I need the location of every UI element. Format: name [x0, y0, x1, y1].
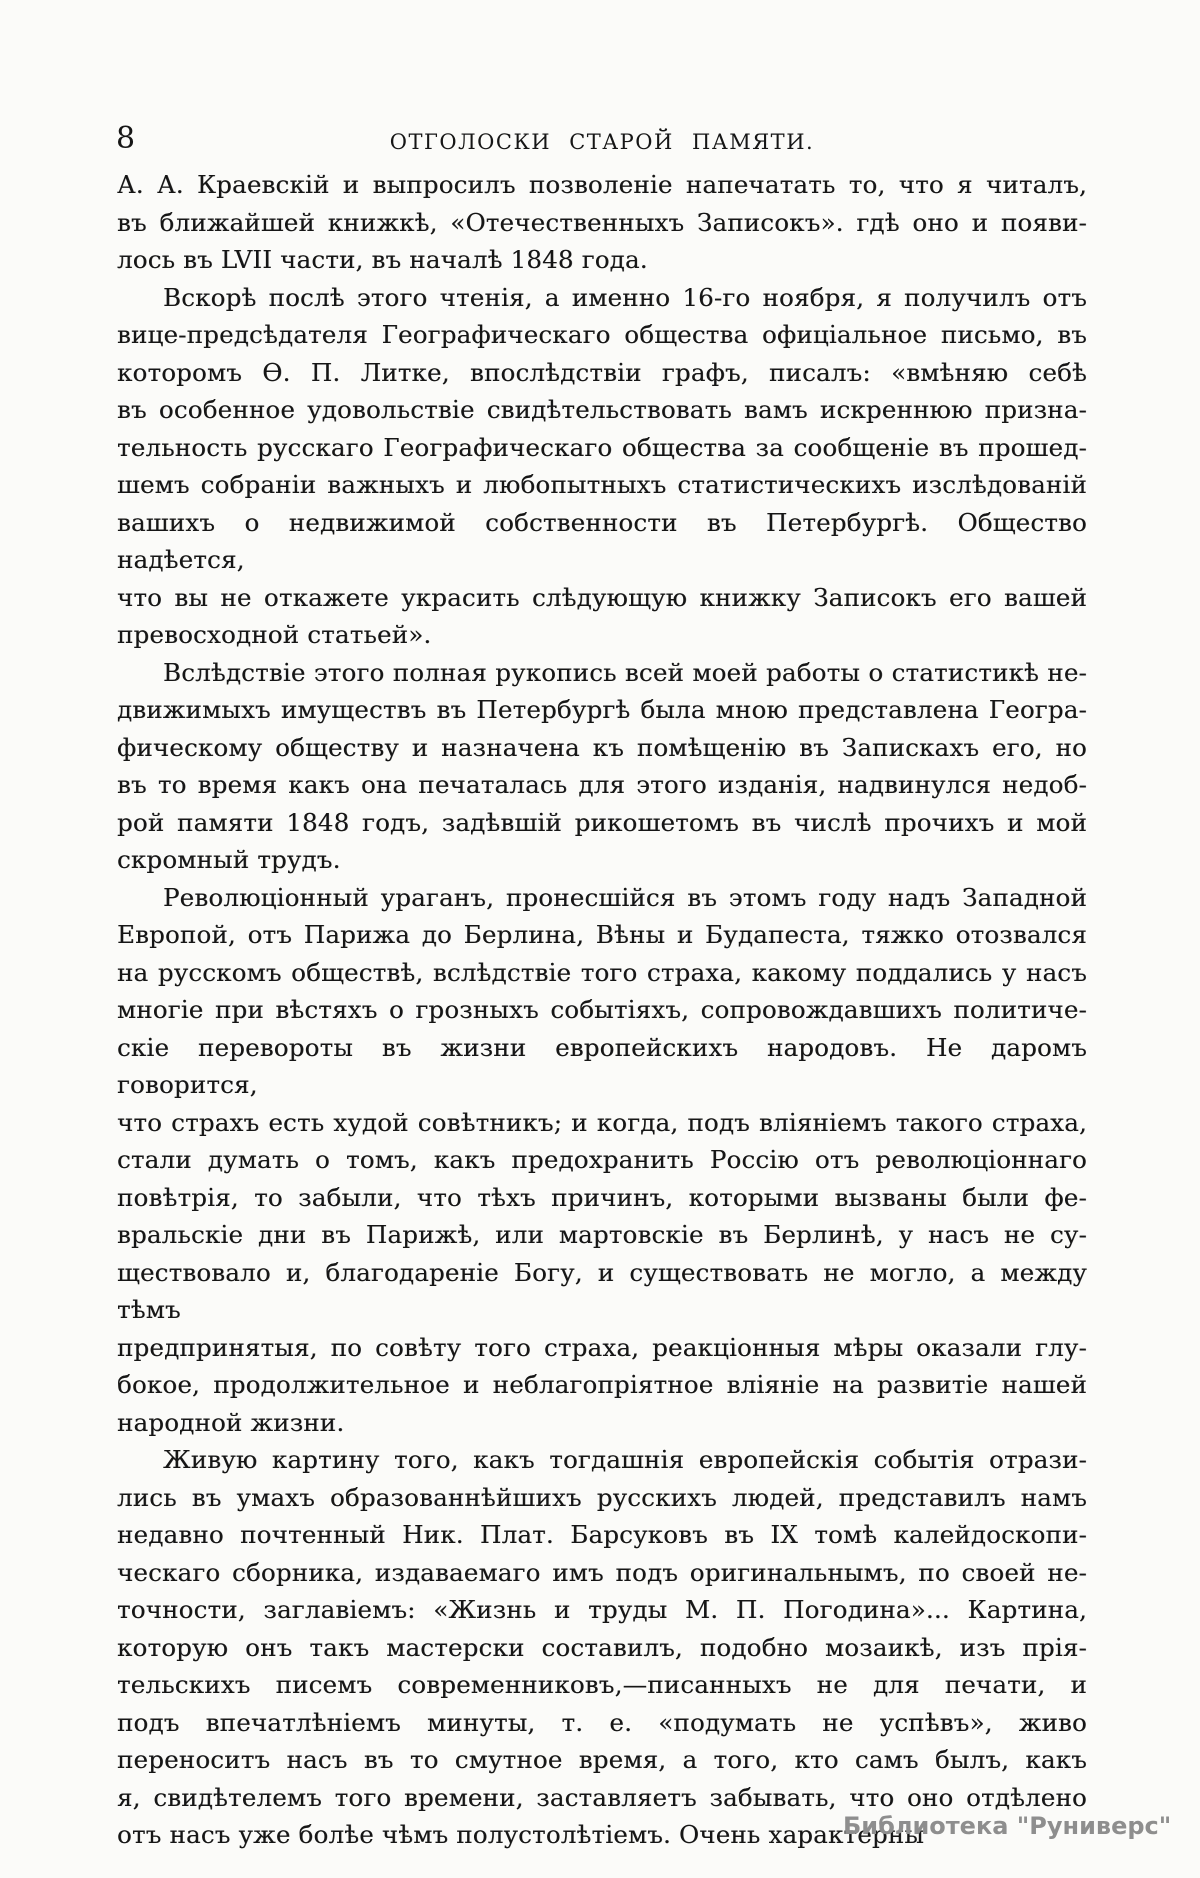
page-body: [117, 166, 1087, 1854]
text-line: ществовало и, благодареніе Богу, и существовать не могло, а между тѣмъ: [117, 1257, 1087, 1324]
text-line: Вслѣдствіе этого полная рукопись всей моей работы о статистикѣ не-: [163, 657, 1087, 687]
text-line: фическому обществу и назначена къ помѣщенію въ Запискахъ его, но: [117, 732, 1087, 762]
text-line: я, свидѣтелемъ того времени, заставляетъ забывать, что оно отдѣлено: [117, 1782, 1087, 1812]
text-line: ческаго сборника, издаваемаго имъ подъ оригинальнымъ, по своей не-: [117, 1557, 1087, 1587]
text-line: скіе перевороты въ жизни европейскихъ народовъ. Не даромъ говорится,: [117, 1032, 1087, 1099]
paragraph: [117, 1441, 1087, 1854]
paragraph: [117, 279, 1087, 654]
text-line: точности, заглавіемъ: «Жизнь и труды М. П. Погодина»... Картина,: [117, 1595, 1087, 1624]
text-line: лись въ умахъ образованнѣйшихъ русскихъ людей, представилъ намъ: [117, 1482, 1087, 1512]
text-line: вице-предсѣдателя Географическаго общества офиціальное письмо, въ: [117, 320, 1087, 349]
text-line: многіе при вѣстяхъ о грозныхъ событіяхъ, сопровождавшихъ политиче-: [117, 995, 1087, 1024]
text-line: рой памяти 1848 годъ, задѣвшій рикошетомъ въ числѣ прочихъ и мой: [117, 807, 1087, 837]
text-line: превосходной статьей».: [117, 620, 432, 649]
text-line: отъ насъ уже болѣе чѣмъ полустолѣтіемъ. Очень характерны: [117, 1820, 925, 1849]
paragraph: [117, 654, 1087, 879]
text-line: которую онъ такъ мастерски составилъ, подобно мозаикѣ, изъ прія-: [117, 1632, 1087, 1662]
text-line: на русскомъ обществѣ, вслѣдствіе того страха, какому поддались у насъ: [117, 957, 1087, 987]
text-line: тельность русскаго Географическаго общества за сообщеніе въ прошед-: [117, 432, 1087, 462]
text-line: въ особенное удовольствіе свидѣтельствовать вамъ искреннюю призна-: [117, 395, 1087, 424]
paragraph: [117, 166, 1087, 279]
text-line: недавно почтенный Ник. Плат. Барсуковъ въ IX томѣ калейдоскопи-: [117, 1520, 1087, 1549]
text-line: подъ впечатлѣніемъ минуты, т. е. «подумать не успѣвъ», живо: [117, 1707, 1087, 1737]
text-line: вашихъ о недвижимой собственности въ Петербургѣ. Общество надѣется,: [117, 507, 1087, 574]
running-title: ОТГОЛОСКИ СТАРОЙ ПАМЯТИ.: [389, 130, 815, 154]
text-line: которомъ Ѳ. П. Литке, впослѣдствіи графъ, писалъ: «вмѣняю себѣ: [117, 357, 1087, 387]
text-line: повѣтрія, то забыли, что тѣхъ причинъ, которыми вызваны были фе-: [117, 1182, 1087, 1212]
text-line: народной жизни.: [117, 1407, 345, 1437]
text-line: Революціонный ураганъ, пронесшійся въ этомъ году надъ Западной: [163, 882, 1087, 912]
library-watermark: Библиотека "Руниверс": [843, 1812, 1172, 1840]
text-line: что страхъ есть худой совѣтникъ; и когда, подъ вліяніемъ такого страха,: [117, 1107, 1087, 1137]
text-line: лось въ LVII части, въ началѣ 1848 года.: [117, 245, 648, 274]
text-line: что вы не откажете украсить слѣдующую книжку Записокъ его вашей: [117, 582, 1087, 612]
text-line: А. А. Краевскій и выпросилъ позволеніе напечатать то, что я читалъ,: [117, 170, 1087, 199]
paragraph: [117, 879, 1087, 1442]
text-line: въ ближайшей книжкѣ, «Отечественныхъ Записокъ». гдѣ оно и появи-: [117, 207, 1087, 237]
text-line: Вскорѣ послѣ этого чтенія, а именно 16-го ноября, я получилъ отъ: [163, 282, 1087, 312]
text-line: переноситъ насъ въ то смутное время, а того, кто самъ былъ, какъ: [117, 1745, 1087, 1774]
text-line: скромный трудъ.: [117, 845, 341, 874]
text-line: стали думать о томъ, какъ предохранить Россію отъ революціоннаго: [117, 1145, 1087, 1174]
text-line: Живую картину того, какъ тогдашнія европейскія событія отрази-: [163, 1445, 1087, 1474]
text-line: вральскіе дни въ Парижѣ, или мартовскіе въ Берлинѣ, у насъ не су-: [117, 1220, 1087, 1249]
page-number: 8: [116, 121, 136, 156]
text-line: Европой, отъ Парижа до Берлина, Вѣны и Будапеста, тяжко отозвался: [117, 920, 1087, 949]
text-line: движимыхъ имуществъ въ Петербургѣ была мною представлена Геогра-: [117, 695, 1087, 724]
text-line: въ то время какъ она печаталась для этого изданія, надвинулся недоб-: [117, 770, 1087, 799]
text-line: бокое, продолжительное и неблагопріятное вліяніе на развитіе нашей: [117, 1370, 1087, 1399]
text-line: предпринятыя, по совѣту того страха, реакціонныя мѣры оказали глу-: [117, 1332, 1087, 1362]
text-line: шемъ собраніи важныхъ и любопытныхъ статистическихъ изслѣдованій: [117, 470, 1087, 499]
text-line: тельскихъ писемъ современниковъ,—писанныхъ не для печати, и: [117, 1670, 1087, 1699]
